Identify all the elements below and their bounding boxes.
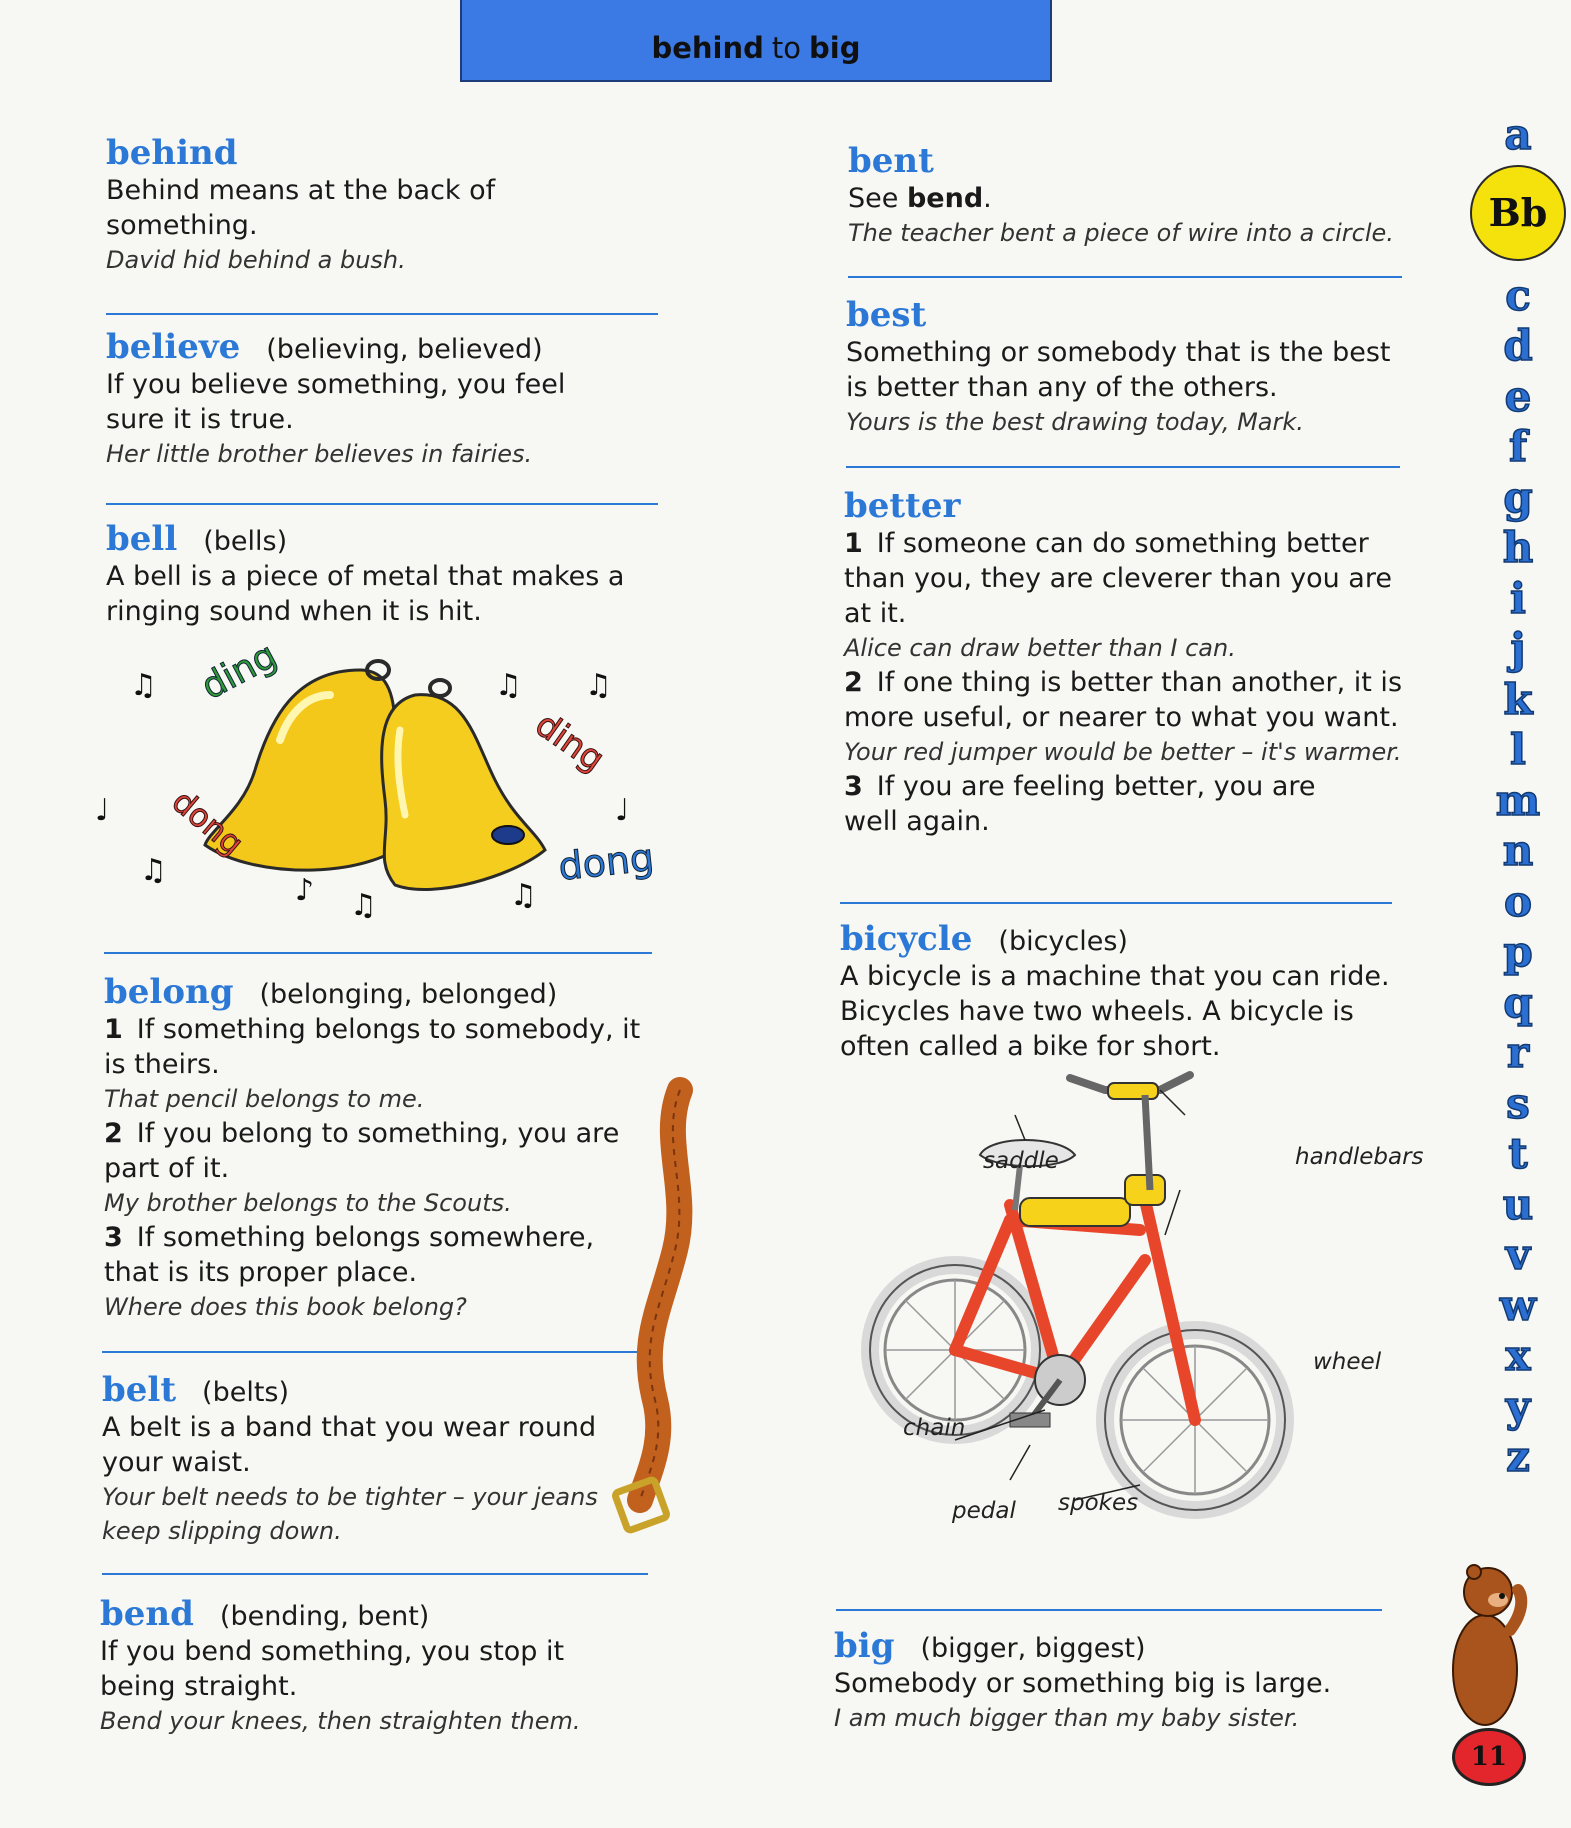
example: Bend your knees, then straighten them. — [100, 1707, 581, 1735]
sense-number: 2 — [844, 667, 863, 698]
letter-tab[interactable]: s — [1506, 1078, 1530, 1128]
bell-right — [382, 680, 545, 890]
sense-1 — [844, 526, 1404, 631]
bear-mascot-icon — [1440, 1550, 1530, 1740]
label-pedal: pedal — [952, 1498, 1016, 1524]
cross-reference[interactable]: bend — [906, 183, 984, 214]
definition: Somebody or something big is large. — [834, 1668, 1332, 1699]
music-note-icon: ♪ — [295, 873, 315, 908]
entry-behind — [106, 133, 666, 277]
music-note-icon: ♫ — [495, 668, 522, 703]
divider — [102, 1351, 650, 1353]
sense-number: 2 — [104, 1118, 123, 1149]
divider — [848, 276, 1402, 278]
divider — [106, 313, 658, 315]
music-note-icon: ♫ — [510, 878, 537, 913]
example: Alice can draw better than I can. — [844, 634, 1236, 662]
letter-tab[interactable]: y — [1505, 1381, 1531, 1431]
example: Your belt needs to be tighter – your jeans keep slipping down. — [102, 1483, 598, 1545]
divider — [106, 503, 658, 505]
letter-tab[interactable]: v — [1505, 1230, 1531, 1279]
current-letter-tab[interactable]: Bb — [1470, 165, 1566, 261]
letter-tab[interactable]: k — [1503, 674, 1533, 724]
inflections: (bicycles) — [998, 926, 1128, 957]
definition: If you belong to something, you are part of it. — [104, 1118, 620, 1184]
sense-number: 1 — [104, 1014, 123, 1045]
sound-ding-1: ding — [194, 634, 284, 708]
example: Her little brother believes in fairies. — [106, 440, 533, 468]
inflections: (bells) — [203, 526, 288, 557]
example: Where does this book belong? — [104, 1293, 467, 1321]
page-number: 11 — [1452, 1728, 1526, 1786]
headword: belong — [104, 972, 234, 1012]
see-end: . — [983, 183, 992, 214]
letter-tab[interactable]: r — [1506, 1028, 1530, 1077]
headword: belt — [102, 1370, 177, 1410]
divider — [840, 902, 1392, 904]
letter-tab[interactable]: w — [1499, 1280, 1537, 1330]
letter-tab[interactable]: e — [1504, 371, 1532, 421]
example: The teacher bent a piece of wire into a circle. — [848, 219, 1394, 247]
music-note-icon: ♫ — [585, 668, 612, 703]
divider — [104, 952, 652, 954]
sense-number: 1 — [844, 528, 863, 559]
entry-bicycle — [840, 919, 1420, 1064]
inflections: (believing, believed) — [266, 334, 543, 365]
letter-tab[interactable]: d — [1503, 321, 1533, 370]
label-wheel: wheel — [1313, 1349, 1382, 1375]
letter-tab[interactable]: h — [1502, 523, 1534, 572]
music-note-icon: ♫ — [130, 668, 157, 703]
entry-best — [846, 295, 1426, 439]
letter-tab[interactable]: x — [1505, 1331, 1531, 1380]
letter-tab-a[interactable]: a — [1504, 110, 1532, 159]
sound-ding-2: ding — [527, 704, 612, 780]
sense-3 — [844, 769, 1364, 839]
header-first-word: behind — [651, 31, 764, 65]
definition: A bicycle is a machine that you can ride. Bicycles have two wheels. A bicycle is often called a bike for short. — [840, 961, 1390, 1062]
music-note-icon: ♩ — [615, 793, 630, 828]
letter-tab[interactable]: t — [1508, 1129, 1528, 1178]
letter-tab[interactable]: u — [1502, 1179, 1534, 1229]
letter-tab[interactable]: o — [1503, 876, 1532, 926]
letter-tab[interactable]: m — [1495, 775, 1541, 825]
headword: bicycle — [840, 919, 973, 959]
header-to: to — [771, 31, 802, 65]
example: That pencil belongs to me. — [104, 1085, 425, 1113]
label-spokes: spokes — [1058, 1490, 1139, 1516]
music-note-icon: ♫ — [350, 888, 377, 923]
definition: If someone can do something better than you, they are cleverer than you are at it. — [844, 528, 1392, 629]
letter-tab[interactable]: j — [1510, 624, 1526, 673]
definition: If you are feeling better, you are well again. — [844, 771, 1316, 837]
headword: bend — [100, 1594, 194, 1634]
sense-2 — [844, 665, 1404, 735]
letter-tab[interactable]: f — [1508, 422, 1528, 471]
inflections: (belonging, belonged) — [259, 979, 558, 1010]
entry-bent — [848, 141, 1428, 250]
definition: If something belongs to somebody, it is theirs. — [104, 1014, 641, 1080]
example: Your red jumper would be better – it's warmer. — [844, 738, 1402, 766]
sense-number: 3 — [104, 1222, 123, 1253]
definition: If you bend something, you stop it being straight. — [100, 1636, 565, 1702]
letter-tab[interactable]: c — [1505, 270, 1531, 320]
headword: believe — [106, 327, 241, 367]
letter-tab[interactable]: n — [1502, 826, 1534, 875]
label-handlebars: handlebars — [1295, 1144, 1424, 1170]
divider — [846, 466, 1400, 468]
inflections: (belts) — [202, 1377, 290, 1408]
entry-belong — [104, 972, 664, 1324]
inflections: (bigger, biggest) — [920, 1633, 1146, 1664]
definition: If something belongs somewhere, that is its proper place. — [104, 1222, 595, 1288]
letter-tab[interactable]: q — [1503, 977, 1533, 1027]
letter-tab[interactable]: l — [1510, 725, 1526, 774]
divider — [102, 1573, 648, 1575]
music-note-icon: ♫ — [140, 853, 167, 888]
example: I am much bigger than my baby sister. — [834, 1704, 1300, 1732]
definition: If you believe something, you feel sure it is true. — [106, 369, 566, 435]
sense-3 — [104, 1220, 654, 1290]
alphabet-index — [1478, 110, 1558, 1483]
header-last-word: big — [809, 31, 861, 65]
top-tube-pad — [1020, 1198, 1130, 1226]
label-chain: chain — [903, 1415, 966, 1441]
stem-pad — [1125, 1175, 1165, 1205]
headword: bell — [106, 519, 178, 559]
headword: behind — [106, 133, 238, 173]
definition: If one thing is better than another, it is more useful, or nearer to what you want. — [844, 667, 1403, 733]
definition: A bell is a piece of metal that makes a ringing sound when it is hit. — [106, 561, 625, 627]
label-saddle: saddle — [983, 1148, 1059, 1174]
sound-dong-2: dong — [556, 835, 656, 889]
example: David hid behind a bush. — [106, 246, 406, 274]
headword: big — [834, 1626, 895, 1666]
headword: better — [844, 486, 961, 526]
definition: A belt is a band that you wear round your waist. — [102, 1412, 597, 1478]
page-header — [460, 0, 1052, 82]
headword: best — [846, 295, 927, 335]
music-note-icon: ♩ — [95, 793, 110, 828]
letter-tab[interactable]: z — [1506, 1432, 1530, 1481]
entry-believe — [106, 327, 666, 471]
sense-1 — [104, 1012, 659, 1082]
example: Yours is the best drawing today, Mark. — [846, 408, 1304, 436]
entry-bell — [106, 519, 666, 629]
sense-number: 3 — [844, 771, 863, 802]
entry-better — [844, 486, 1424, 839]
sense-2 — [104, 1116, 624, 1186]
entry-big — [834, 1626, 1414, 1735]
divider — [836, 1609, 1382, 1611]
definition: Behind means at the back of something. — [106, 175, 496, 241]
letter-tab[interactable]: g — [1503, 472, 1533, 522]
entry-belt — [102, 1370, 662, 1548]
inflections: (bending, bent) — [219, 1601, 430, 1632]
headword: bent — [848, 141, 934, 181]
letter-tab[interactable]: p — [1503, 927, 1533, 976]
sound-dong-1: dong — [164, 782, 251, 863]
see-text: See — [848, 183, 899, 214]
letter-tab[interactable]: i — [1510, 573, 1526, 623]
example: My brother belongs to the Scouts. — [104, 1189, 512, 1217]
definition: Something or somebody that is the best is better than any of the others. — [846, 337, 1391, 403]
definition — [848, 181, 1428, 216]
entry-bend — [100, 1594, 660, 1738]
bells-illustration — [95, 634, 675, 930]
